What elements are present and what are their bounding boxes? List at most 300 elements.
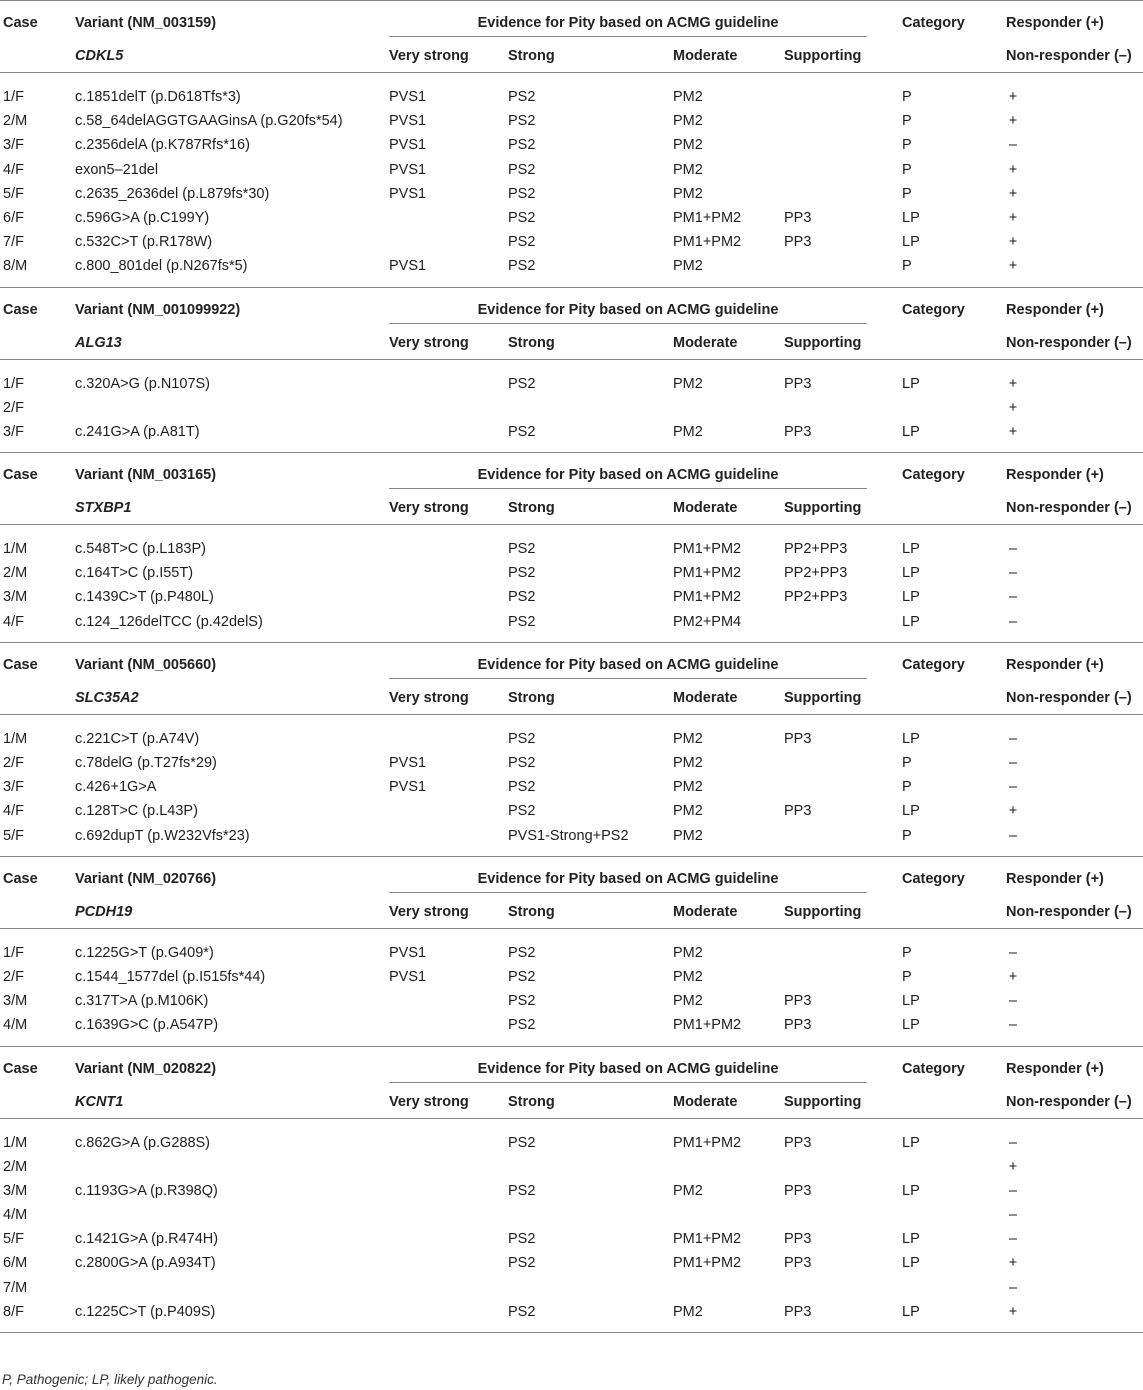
non-responder-header: Non-responder (–) xyxy=(1006,903,1132,920)
header-row-primary xyxy=(0,643,1143,678)
case-cell: 4/F xyxy=(3,803,24,820)
category-cell: LP xyxy=(902,234,920,251)
moderate-cell: PM2 xyxy=(673,137,703,154)
response-cell: + xyxy=(1008,234,1018,251)
category-cell: P xyxy=(902,137,912,154)
response-cell: – xyxy=(1008,589,1018,606)
responder-header: Responder (+) xyxy=(1006,467,1104,484)
moderate-cell: PM2 xyxy=(673,827,703,844)
response-cell: + xyxy=(1008,375,1018,392)
case-cell: 4/M xyxy=(3,1017,28,1034)
strong-cell: PS2 xyxy=(508,541,536,558)
category-cell: P xyxy=(902,944,912,961)
variant-cell: c.1639G>C (p.A547P) xyxy=(75,1017,219,1034)
response-cell: + xyxy=(1008,113,1018,130)
header-row-secondary xyxy=(0,488,1143,525)
header-row-secondary xyxy=(0,892,1143,929)
table-row xyxy=(0,254,1143,278)
moderate-cell: PM1+PM2 xyxy=(673,1134,742,1151)
variant-cell: c.1421G>A (p.R474H) xyxy=(75,1231,219,1248)
variant-cell: c.164T>C (p.I55T) xyxy=(75,565,194,582)
variant-cell: c.1439C>T (p.P480L) xyxy=(75,589,214,606)
response-cell: – xyxy=(1008,1231,1018,1248)
moderate-cell: PM2 xyxy=(673,803,703,820)
variant-cell: c.1851delT (p.D618Tfs*3) xyxy=(75,89,241,105)
header-row-primary xyxy=(0,1047,1143,1082)
gene-name: PCDH19 xyxy=(75,903,133,920)
variant-cell: c.221C>T (p.A74V) xyxy=(75,730,200,747)
header-row-secondary xyxy=(0,36,1143,73)
table-row xyxy=(0,824,1143,848)
moderate-cell: PM2 xyxy=(673,1303,703,1320)
very-strong-header: Very strong xyxy=(389,689,469,706)
supporting-header: Supporting xyxy=(784,903,862,920)
variant-cell: c.548T>C (p.L183P) xyxy=(75,541,206,558)
supporting-cell: PP2+PP3 xyxy=(784,541,848,558)
case-cell: 1/F xyxy=(3,944,24,961)
table-row xyxy=(0,85,1143,109)
table-row xyxy=(0,751,1143,775)
variant-cell: c.2356delA (p.K787Rfs*16) xyxy=(75,137,250,154)
category-cell: P xyxy=(902,827,912,844)
table-row xyxy=(0,109,1143,133)
strong-cell: PS2 xyxy=(508,944,536,961)
supporting-cell: PP3 xyxy=(784,993,812,1010)
very-strong-cell: PVS1 xyxy=(389,113,427,130)
response-cell: + xyxy=(1008,185,1018,202)
variant-cell: c.1225C>T (p.P409S) xyxy=(75,1303,216,1320)
variant-header: Variant (NM_020822) xyxy=(75,1060,217,1077)
section-rows xyxy=(0,715,1143,856)
category-header: Category xyxy=(902,15,965,31)
case-cell: 1/F xyxy=(3,89,24,105)
gene-section xyxy=(0,453,1143,643)
category-cell: LP xyxy=(902,589,920,606)
case-cell: 6/F xyxy=(3,209,24,226)
case-cell: 4/F xyxy=(3,613,24,630)
response-cell: – xyxy=(1008,1207,1018,1224)
strong-cell: PS2 xyxy=(508,1017,536,1034)
gene-name: KCNT1 xyxy=(75,1093,124,1110)
supporting-cell: PP2+PP3 xyxy=(784,565,848,582)
moderate-header: Moderate xyxy=(673,903,738,920)
strong-cell: PS2 xyxy=(508,565,536,582)
case-cell: 7/F xyxy=(3,234,24,251)
table-row xyxy=(0,158,1143,182)
supporting-cell: PP3 xyxy=(784,234,812,251)
response-cell: – xyxy=(1008,1279,1018,1296)
table-row xyxy=(0,1179,1143,1203)
case-cell: 1/M xyxy=(3,1134,28,1151)
table-row xyxy=(0,206,1143,230)
category-cell: LP xyxy=(902,1303,920,1320)
very-strong-header: Very strong xyxy=(389,334,469,351)
table-row xyxy=(0,1276,1143,1300)
case-cell: 2/M xyxy=(3,113,28,130)
category-header: Category xyxy=(902,656,965,673)
moderate-header: Moderate xyxy=(673,334,738,351)
case-cell: 4/F xyxy=(3,161,24,178)
moderate-cell: PM2 xyxy=(673,258,703,275)
moderate-cell: PM2 xyxy=(673,89,703,105)
gene-section xyxy=(0,857,1143,1047)
category-cell: LP xyxy=(902,565,920,582)
supporting-cell: PP2+PP3 xyxy=(784,589,848,606)
variant-cell: c.532C>T (p.R178W) xyxy=(75,234,213,251)
strong-cell: PVS1-Strong+PS2 xyxy=(508,827,629,844)
category-cell: P xyxy=(902,968,912,985)
evidence-header: Evidence for Pity based on ACMG guideline xyxy=(477,870,779,887)
response-cell: + xyxy=(1008,209,1018,226)
moderate-cell: PM1+PM2 xyxy=(673,234,742,251)
moderate-cell: PM1+PM2 xyxy=(673,1255,742,1272)
strong-cell: PS2 xyxy=(508,234,536,251)
variant-header: Variant (NM_001099922) xyxy=(75,301,241,318)
moderate-header: Moderate xyxy=(673,48,738,64)
variant-cell: c.128T>C (p.L43P) xyxy=(75,803,198,820)
case-header: Case xyxy=(3,301,38,318)
response-cell: + xyxy=(1008,89,1018,105)
case-cell: 3/M xyxy=(3,589,28,606)
supporting-cell: PP3 xyxy=(784,1255,812,1272)
table-row xyxy=(0,182,1143,206)
header-row-primary xyxy=(0,857,1143,892)
table-row xyxy=(0,727,1143,751)
case-cell: 3/F xyxy=(3,779,24,796)
response-cell: + xyxy=(1008,161,1018,178)
category-cell: LP xyxy=(902,209,920,226)
moderate-cell: PM2 xyxy=(673,423,703,440)
strong-cell: PS2 xyxy=(508,258,536,275)
strong-header: Strong xyxy=(508,689,555,706)
responder-header: Responder (+) xyxy=(1006,301,1104,318)
moderate-cell: PM2 xyxy=(673,755,703,771)
category-header: Category xyxy=(902,301,965,318)
variant-header: Variant (NM_020766) xyxy=(75,870,217,887)
category-cell: LP xyxy=(902,1231,920,1248)
table-row xyxy=(0,230,1143,254)
supporting-cell: PP3 xyxy=(784,803,812,820)
strong-cell: PS2 xyxy=(508,1231,536,1248)
moderate-cell: PM2 xyxy=(673,375,703,392)
category-cell: LP xyxy=(902,423,920,440)
very-strong-cell: PVS1 xyxy=(389,185,427,202)
strong-header: Strong xyxy=(508,334,555,351)
response-cell: – xyxy=(1008,137,1018,154)
category-cell: P xyxy=(902,113,912,130)
case-header: Case xyxy=(3,15,38,31)
response-cell: + xyxy=(1008,258,1018,275)
category-cell: LP xyxy=(902,1182,920,1199)
response-cell: + xyxy=(1008,803,1018,820)
supporting-cell: PP3 xyxy=(784,730,812,747)
case-header: Case xyxy=(3,1060,38,1077)
supporting-cell: PP3 xyxy=(784,423,812,440)
variant-cell: c.426+1G>A xyxy=(75,779,157,796)
non-responder-header: Non-responder (–) xyxy=(1006,1093,1132,1110)
strong-cell: PS2 xyxy=(508,161,536,178)
response-cell: – xyxy=(1008,944,1018,961)
moderate-cell: PM2 xyxy=(673,730,703,747)
very-strong-cell: PVS1 xyxy=(389,89,427,105)
case-cell: 5/F xyxy=(3,1231,24,1248)
table-row xyxy=(0,799,1143,823)
case-cell: 2/F xyxy=(3,755,24,771)
non-responder-header: Non-responder (–) xyxy=(1006,334,1132,351)
variant-cell: c.58_64delAGGTGAAGinsA (p.G20fs*54) xyxy=(75,113,343,130)
category-cell: P xyxy=(902,185,912,202)
table-row xyxy=(0,585,1143,609)
table-row xyxy=(0,1251,1143,1275)
supporting-cell: PP3 xyxy=(784,1134,812,1151)
table-row xyxy=(0,1203,1143,1227)
case-cell: 2/M xyxy=(3,1158,28,1175)
variant-cell: c.2800G>A (p.A934T) xyxy=(75,1255,216,1272)
category-header: Category xyxy=(902,467,965,484)
category-cell: LP xyxy=(902,730,920,747)
supporting-header: Supporting xyxy=(784,48,862,64)
moderate-cell: PM2 xyxy=(673,185,703,202)
strong-cell: PS2 xyxy=(508,185,536,202)
moderate-cell: PM1+PM2 xyxy=(673,541,742,558)
case-cell: 2/F xyxy=(3,968,24,985)
very-strong-cell: PVS1 xyxy=(389,137,427,154)
category-cell: LP xyxy=(902,1255,920,1272)
category-cell: P xyxy=(902,779,912,796)
strong-cell: PS2 xyxy=(508,1255,536,1272)
variant-cell: c.1193G>A (p.R398Q) xyxy=(75,1182,218,1199)
variant-cell: c.1544_1577del (p.I515fs*44) xyxy=(75,968,266,985)
variant-cell: c.800_801del (p.N267fs*5) xyxy=(75,258,248,275)
strong-cell: PS2 xyxy=(508,113,536,130)
evidence-header: Evidence for Pity based on ACMG guideline xyxy=(477,1060,779,1077)
variant-cell: c.241G>A (p.A81T) xyxy=(75,423,200,440)
case-header: Case xyxy=(3,870,38,887)
table-row xyxy=(0,775,1143,799)
very-strong-cell: PVS1 xyxy=(389,755,427,771)
category-cell: P xyxy=(902,89,912,105)
supporting-cell: PP3 xyxy=(784,1231,812,1248)
supporting-header: Supporting xyxy=(784,500,862,517)
case-cell: 2/M xyxy=(3,565,28,582)
table-row xyxy=(0,537,1143,561)
strong-cell: PS2 xyxy=(508,779,536,796)
response-cell: – xyxy=(1008,730,1018,747)
strong-cell: PS2 xyxy=(508,1303,536,1320)
gene-name: STXBP1 xyxy=(75,500,132,517)
table-row xyxy=(0,965,1143,989)
response-cell: – xyxy=(1008,827,1018,844)
moderate-cell: PM2 xyxy=(673,161,703,178)
gene-name: CDKL5 xyxy=(75,48,124,64)
response-cell: – xyxy=(1008,565,1018,582)
responder-header: Responder (+) xyxy=(1006,15,1104,31)
moderate-cell: PM2 xyxy=(673,1182,703,1199)
category-cell: P xyxy=(902,161,912,178)
variant-cell: c.862G>A (p.G288S) xyxy=(75,1134,211,1151)
response-cell: – xyxy=(1008,993,1018,1010)
header-row-primary xyxy=(0,1,1143,36)
section-rows xyxy=(0,525,1143,642)
moderate-cell: PM1+PM2 xyxy=(673,209,742,226)
responder-header: Responder (+) xyxy=(1006,870,1104,887)
category-cell: LP xyxy=(902,1017,920,1034)
strong-cell: PS2 xyxy=(508,89,536,105)
variant-cell: c.1225G>T (p.G409*) xyxy=(75,944,214,961)
category-header: Category xyxy=(902,870,965,887)
header-row-secondary xyxy=(0,323,1143,360)
supporting-header: Supporting xyxy=(784,689,862,706)
supporting-header: Supporting xyxy=(784,334,862,351)
supporting-cell: PP3 xyxy=(784,1182,812,1199)
table-footnote: P, Pathogenic; LP, likely pathogenic. xyxy=(2,1372,218,1387)
strong-cell: PS2 xyxy=(508,968,536,985)
variant-cell: c.692dupT (p.W232Vfs*23) xyxy=(75,827,250,844)
variant-cell: c.2635_2636del (p.L879fs*30) xyxy=(75,185,270,202)
very-strong-header: Very strong xyxy=(389,1093,469,1110)
category-cell: LP xyxy=(902,1134,920,1151)
strong-header: Strong xyxy=(508,1093,555,1110)
case-cell: 7/M xyxy=(3,1279,28,1296)
table-row xyxy=(0,610,1143,634)
supporting-cell: PP3 xyxy=(784,375,812,392)
strong-cell: PS2 xyxy=(508,803,536,820)
response-cell: + xyxy=(1008,399,1018,416)
case-cell: 1/M xyxy=(3,730,28,747)
category-cell: LP xyxy=(902,613,920,630)
category-cell: P xyxy=(902,258,912,275)
moderate-cell: PM2 xyxy=(673,944,703,961)
header-row-secondary xyxy=(0,678,1143,715)
case-cell: 3/M xyxy=(3,1182,28,1199)
moderate-cell: PM1+PM2 xyxy=(673,589,742,606)
case-cell: 1/F xyxy=(3,375,24,392)
responder-header: Responder (+) xyxy=(1006,656,1104,673)
evidence-header: Evidence for Pity based on ACMG guideline xyxy=(477,656,779,673)
supporting-cell: PP3 xyxy=(784,1303,812,1320)
category-cell: LP xyxy=(902,541,920,558)
strong-header: Strong xyxy=(508,500,555,517)
table-row xyxy=(0,133,1143,157)
supporting-cell: PP3 xyxy=(784,209,812,226)
strong-cell: PS2 xyxy=(508,730,536,747)
table-row xyxy=(0,1155,1143,1179)
very-strong-header: Very strong xyxy=(389,48,469,64)
table-row xyxy=(0,561,1143,585)
strong-cell: PS2 xyxy=(508,375,536,392)
response-cell: + xyxy=(1008,1303,1018,1320)
case-cell: 1/M xyxy=(3,541,28,558)
variant-cell: c.317T>A (p.M106K) xyxy=(75,993,209,1010)
moderate-header: Moderate xyxy=(673,1093,738,1110)
evidence-header: Evidence for Pity based on ACMG guideline xyxy=(477,15,779,31)
variant-header: Variant (NM_005660) xyxy=(75,656,217,673)
strong-cell: PS2 xyxy=(508,589,536,606)
very-strong-cell: PVS1 xyxy=(389,161,427,178)
section-rows xyxy=(0,929,1143,1046)
case-cell: 5/F xyxy=(3,827,24,844)
variant-cell: c.78delG (p.T27fs*29) xyxy=(75,755,217,771)
section-rows xyxy=(0,1119,1143,1333)
category-header: Category xyxy=(902,1060,965,1077)
strong-cell: PS2 xyxy=(508,137,536,154)
gene-name: SLC35A2 xyxy=(75,689,139,706)
strong-cell: PS2 xyxy=(508,423,536,440)
variant-header: Variant (NM_003165) xyxy=(75,467,217,484)
case-cell: 8/M xyxy=(3,258,28,275)
variant-cell: exon5–21del xyxy=(75,161,159,178)
section-rows xyxy=(0,73,1143,287)
moderate-header: Moderate xyxy=(673,500,738,517)
case-cell: 8/F xyxy=(3,1303,24,1320)
supporting-cell: PP3 xyxy=(784,1017,812,1034)
table-row xyxy=(0,941,1143,965)
strong-header: Strong xyxy=(508,48,555,64)
case-cell: 5/F xyxy=(3,185,24,202)
very-strong-cell: PVS1 xyxy=(389,779,427,796)
response-cell: – xyxy=(1008,1134,1018,1151)
case-header: Case xyxy=(3,656,38,673)
very-strong-header: Very strong xyxy=(389,500,469,517)
gene-section xyxy=(0,0,1143,288)
section-rows xyxy=(0,360,1143,453)
table-row xyxy=(0,420,1143,444)
moderate-cell: PM2 xyxy=(673,779,703,796)
moderate-cell: PM1+PM2 xyxy=(673,1017,742,1034)
response-cell: + xyxy=(1008,1255,1018,1272)
very-strong-header: Very strong xyxy=(389,903,469,920)
case-cell: 4/M xyxy=(3,1207,28,1224)
very-strong-cell: PVS1 xyxy=(389,258,427,275)
table-row xyxy=(0,1013,1143,1037)
very-strong-cell: PVS1 xyxy=(389,968,427,985)
variant-cell: c.320A>G (p.N107S) xyxy=(75,375,211,392)
case-header: Case xyxy=(3,467,38,484)
header-row-primary xyxy=(0,453,1143,488)
category-cell: LP xyxy=(902,993,920,1010)
case-cell: 3/F xyxy=(3,423,24,440)
moderate-cell: PM1+PM2 xyxy=(673,565,742,582)
response-cell: – xyxy=(1008,613,1018,630)
table-row xyxy=(0,1227,1143,1251)
variant-cell: c.596G>A (p.C199Y) xyxy=(75,209,210,226)
very-strong-cell: PVS1 xyxy=(389,944,427,961)
case-cell: 3/F xyxy=(3,137,24,154)
moderate-cell: PM2+PM4 xyxy=(673,613,742,630)
case-cell: 2/F xyxy=(3,399,24,416)
response-cell: + xyxy=(1008,423,1018,440)
evidence-header: Evidence for Pity based on ACMG guideline xyxy=(477,301,779,318)
header-row-primary xyxy=(0,288,1143,323)
table-row xyxy=(0,1300,1143,1324)
category-cell: LP xyxy=(902,375,920,392)
strong-header: Strong xyxy=(508,903,555,920)
strong-cell: PS2 xyxy=(508,209,536,226)
responder-header: Responder (+) xyxy=(1006,1060,1104,1077)
table-row xyxy=(0,989,1143,1013)
moderate-cell: PM1+PM2 xyxy=(673,1231,742,1248)
response-cell: – xyxy=(1008,541,1018,558)
strong-cell: PS2 xyxy=(508,755,536,771)
strong-cell: PS2 xyxy=(508,993,536,1010)
response-cell: + xyxy=(1008,1158,1018,1175)
table-row xyxy=(0,396,1143,420)
response-cell: – xyxy=(1008,1182,1018,1199)
category-cell: LP xyxy=(902,803,920,820)
response-cell: – xyxy=(1008,779,1018,796)
strong-cell: PS2 xyxy=(508,1182,536,1199)
gene-section xyxy=(0,288,1143,454)
